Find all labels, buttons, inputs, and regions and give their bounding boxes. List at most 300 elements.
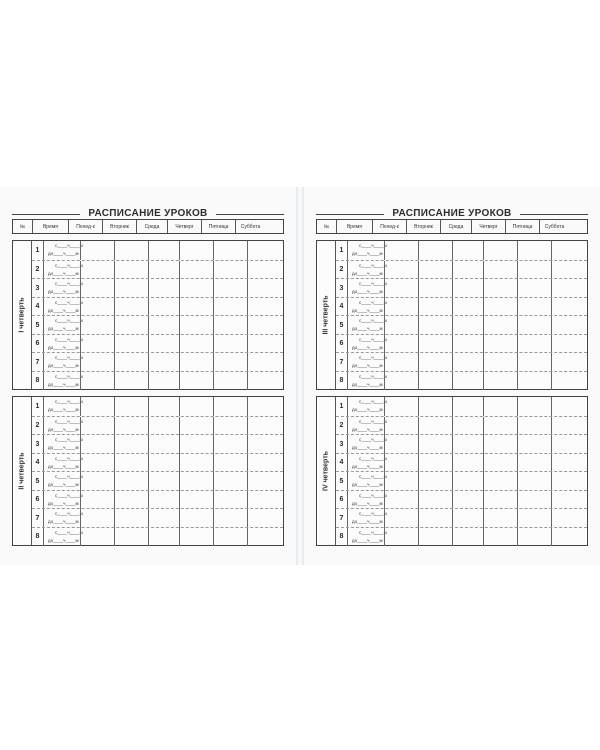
lesson-number: 6 [336,491,348,510]
lesson-cell[interactable] [213,335,247,354]
lesson-cell[interactable] [148,279,179,298]
lesson-cell[interactable] [517,397,551,416]
lesson-cell[interactable] [418,397,452,416]
lesson-cell[interactable] [551,372,581,391]
lesson-row [32,297,283,317]
lesson-time[interactable] [44,509,83,528]
lesson-cell[interactable] [551,261,581,280]
lesson-cell[interactable] [114,435,148,454]
lesson-cell[interactable] [114,491,148,510]
time-to: до____ч____м [352,407,383,412]
lesson-cell[interactable] [80,397,114,416]
lesson-number: 4 [32,298,44,317]
lesson-cell[interactable] [452,528,483,547]
lesson-cell[interactable] [114,353,148,372]
lesson-number: 5 [32,316,44,335]
lesson-cell[interactable] [114,261,148,280]
lesson-cell[interactable] [551,528,581,547]
lesson-cell[interactable] [517,417,551,436]
lesson-cell[interactable] [452,472,483,491]
lesson-cell[interactable] [148,335,179,354]
lesson-number: 3 [32,279,44,298]
column-header: Время [336,220,372,233]
lesson-cell[interactable] [114,241,148,260]
lesson-time[interactable] [348,335,387,354]
lesson-cell[interactable] [551,509,581,528]
lesson-cell[interactable] [418,435,452,454]
lesson-cell[interactable] [213,417,247,436]
lesson-row [336,315,587,335]
lesson-cell[interactable] [483,241,517,260]
lesson-time[interactable] [44,454,83,473]
lesson-time[interactable] [348,316,387,335]
lesson-cell[interactable] [452,435,483,454]
lesson-cell[interactable] [179,397,213,416]
lesson-row [336,278,587,298]
lesson-cell[interactable] [551,435,581,454]
lesson-cell[interactable] [483,528,517,547]
lesson-time[interactable] [44,261,83,280]
lesson-cell[interactable] [114,335,148,354]
lesson-cell[interactable] [80,241,114,260]
lesson-time[interactable] [44,372,83,391]
lesson-cell[interactable] [483,298,517,317]
lesson-cell[interactable] [452,279,483,298]
lesson-cell[interactable] [551,472,581,491]
lesson-cell[interactable] [213,454,247,473]
lesson-cell[interactable] [213,528,247,547]
lesson-cell[interactable] [179,472,213,491]
lesson-cell[interactable] [114,397,148,416]
time-from: с____ч____м [55,418,83,424]
title-rule-right [520,214,588,215]
lesson-cell[interactable] [80,417,114,436]
lesson-cell[interactable] [418,417,452,436]
lesson-number: 3 [32,435,44,454]
lesson-cell[interactable] [418,491,452,510]
lesson-cell[interactable] [148,435,179,454]
time-to: до____ч____м [352,363,383,368]
lesson-cell[interactable] [213,261,247,280]
lesson-time[interactable] [44,335,83,354]
lesson-row [32,241,283,260]
lesson-cell[interactable] [517,335,551,354]
lesson-cell[interactable] [483,279,517,298]
lesson-number: 2 [336,417,348,436]
lesson-cell[interactable] [80,261,114,280]
lesson-cell[interactable] [418,454,452,473]
lesson-cell[interactable] [148,417,179,436]
lesson-cell[interactable] [148,298,179,317]
lesson-cell[interactable] [418,261,452,280]
lesson-cell[interactable] [213,509,247,528]
lesson-cell[interactable] [80,472,114,491]
lesson-cell[interactable] [384,454,418,473]
lesson-time[interactable] [44,528,83,547]
lesson-cell[interactable] [418,528,452,547]
lesson-cell[interactable] [80,335,114,354]
lesson-number: 8 [336,528,348,547]
time-from: с____ч____м [359,318,387,323]
lesson-cell[interactable] [551,417,581,436]
lesson-cell[interactable] [551,353,581,372]
time-from: с____ч____м [55,399,83,404]
left-page [0,187,296,565]
time-to: до____ч____м [48,445,79,450]
lesson-time[interactable] [44,316,83,335]
lesson-cell[interactable] [179,509,213,528]
table-header [316,219,588,234]
table-header [12,219,284,234]
lesson-cell[interactable] [418,335,452,354]
lesson-cell[interactable] [148,509,179,528]
lesson-cell[interactable] [80,316,114,335]
lesson-cell[interactable] [517,509,551,528]
lesson-cell[interactable] [551,279,581,298]
page-gutter [296,187,304,565]
lesson-time[interactable] [44,417,83,436]
lesson-cell[interactable] [452,397,483,416]
lesson-row [32,334,283,354]
lesson-cell[interactable] [213,491,247,510]
lesson-cell[interactable] [80,491,114,510]
time-to: до____ч____м [48,363,79,368]
lesson-cell[interactable] [80,279,114,298]
lesson-cell[interactable] [384,372,418,391]
lesson-cell[interactable] [517,353,551,372]
lesson-time[interactable] [348,454,387,473]
lesson-cell[interactable] [452,509,483,528]
lesson-cell[interactable] [517,372,551,391]
lesson-cell[interactable] [179,335,213,354]
lesson-cell[interactable] [148,397,179,416]
time-to: до____ч____м [352,500,383,506]
lesson-cell[interactable] [114,472,148,491]
lesson-cell[interactable] [452,241,483,260]
lesson-cell[interactable] [384,241,418,260]
lesson-cell[interactable] [179,298,213,317]
lesson-cell[interactable] [452,353,483,372]
lesson-time[interactable] [348,491,387,510]
quarter-label-cell [317,397,336,545]
lesson-cell[interactable] [179,279,213,298]
lesson-cell[interactable] [483,261,517,280]
lesson-time[interactable] [44,298,83,317]
lesson-cell[interactable] [452,417,483,436]
lesson-cell[interactable] [384,261,418,280]
column-header: № [323,223,330,230]
lesson-cell[interactable] [148,491,179,510]
time-to: до____ч____м [48,407,79,412]
lesson-cell[interactable] [483,335,517,354]
lesson-cell[interactable] [148,528,179,547]
lesson-cell[interactable] [418,279,452,298]
time-from: с____ч____м [359,511,387,516]
lesson-cell[interactable] [179,372,213,391]
lesson-cell[interactable] [179,241,213,260]
time-to: до____ч____м [48,519,79,524]
time-from: с____ч____м [55,355,83,360]
time-from: с____ч____м [55,437,83,442]
lesson-time[interactable] [44,435,83,454]
lesson-cell[interactable] [213,298,247,317]
time-from: с____ч____м [359,399,387,404]
lesson-number: 5 [336,472,348,491]
lesson-cell[interactable] [418,353,452,372]
lesson-time[interactable] [348,261,387,280]
lesson-cell[interactable] [247,353,277,372]
lesson-cell[interactable] [148,316,179,335]
title-rule-right [216,214,284,215]
lesson-cell[interactable] [483,353,517,372]
column-header: Четверг [471,220,505,233]
lesson-cell[interactable] [384,298,418,317]
lesson-cell[interactable] [114,298,148,317]
lesson-cell[interactable] [418,472,452,491]
lesson-time[interactable] [44,279,83,298]
lesson-cell[interactable] [213,241,247,260]
time-from: с____ч____м [359,355,387,360]
lesson-cell[interactable] [517,279,551,298]
lesson-cell[interactable] [148,454,179,473]
lesson-cell[interactable] [452,335,483,354]
lesson-cell[interactable] [247,435,277,454]
lesson-cell[interactable] [114,528,148,547]
lesson-cell[interactable] [247,316,277,335]
lesson-row [336,241,587,260]
lesson-time[interactable] [348,509,387,528]
lesson-cell[interactable] [247,261,277,280]
lesson-cell[interactable] [483,397,517,416]
lesson-cell[interactable] [213,472,247,491]
lesson-cell[interactable] [247,279,277,298]
lesson-cell[interactable] [80,435,114,454]
lesson-time[interactable] [348,417,387,436]
lesson-cell[interactable] [452,316,483,335]
lesson-cell[interactable] [452,491,483,510]
column-header: Вторник [102,220,136,233]
lesson-cell[interactable] [551,241,581,260]
time-to: до____ч____м [352,463,383,469]
lesson-cell[interactable] [247,335,277,354]
lesson-cell[interactable] [483,316,517,335]
lesson-cell[interactable] [384,279,418,298]
lesson-cell[interactable] [247,491,277,510]
time-from: с____ч____м [55,336,83,342]
lesson-cell[interactable] [148,261,179,280]
lesson-cell[interactable] [452,372,483,391]
lesson-cell[interactable] [517,316,551,335]
lesson-cell[interactable] [247,241,277,260]
lesson-time[interactable] [348,372,387,391]
lesson-cell[interactable] [80,298,114,317]
lesson-cell[interactable] [483,454,517,473]
lesson-time[interactable] [348,298,387,317]
lesson-row [336,434,587,454]
lesson-cell[interactable] [114,454,148,473]
time-to: до____ч____м [352,537,383,543]
lesson-cell[interactable] [551,335,581,354]
lesson-cell[interactable] [384,353,418,372]
lesson-cell[interactable] [247,472,277,491]
lesson-cell[interactable] [418,241,452,260]
lesson-cell[interactable] [213,397,247,416]
lesson-time[interactable] [348,279,387,298]
lesson-cell[interactable] [517,528,551,547]
column-header: Понед-к [372,220,406,233]
lesson-cell[interactable] [179,528,213,547]
lesson-cell[interactable] [80,509,114,528]
lesson-cell[interactable] [114,417,148,436]
time-from: с____ч____м [359,474,387,479]
lesson-cell[interactable] [114,509,148,528]
lesson-cell[interactable] [148,472,179,491]
lesson-cell[interactable] [483,491,517,510]
lesson-cell[interactable] [247,454,277,473]
lesson-cell[interactable] [247,509,277,528]
lesson-cell[interactable] [418,372,452,391]
column-header: Время [32,220,68,233]
lesson-time[interactable] [44,472,83,491]
lesson-time[interactable] [44,397,83,416]
lesson-cell[interactable] [517,241,551,260]
lesson-cell[interactable] [213,316,247,335]
lesson-cell[interactable] [452,261,483,280]
lesson-cell[interactable] [384,528,418,547]
lesson-cell[interactable] [517,472,551,491]
time-to: до____ч____м [48,251,79,256]
lesson-number: 7 [32,353,44,372]
lesson-time[interactable] [348,397,387,416]
lesson-cell[interactable] [179,454,213,473]
lesson-cell[interactable] [483,435,517,454]
lesson-time[interactable] [44,353,83,372]
column-header: Вторник [406,220,440,233]
time-to: до____ч____м [48,381,79,387]
lesson-cell[interactable] [179,491,213,510]
lesson-cell[interactable] [114,372,148,391]
lesson-cell[interactable] [384,509,418,528]
lesson-cell[interactable] [418,298,452,317]
time-from: с____ч____м [359,373,387,379]
lesson-time[interactable] [348,241,387,260]
lesson-time[interactable] [44,491,83,510]
quarter-label-cell [13,241,32,389]
lesson-number: 5 [336,316,348,335]
lesson-time[interactable] [348,472,387,491]
lesson-cell[interactable] [80,528,114,547]
lesson-cell[interactable] [517,491,551,510]
lesson-number: 6 [32,335,44,354]
lesson-cell[interactable] [179,435,213,454]
lesson-cell[interactable] [114,316,148,335]
lesson-cell[interactable] [483,472,517,491]
lesson-cell[interactable] [483,509,517,528]
lesson-cell[interactable] [384,491,418,510]
lesson-cell[interactable] [179,316,213,335]
quarter-block [316,240,588,390]
lesson-cell[interactable] [551,491,581,510]
lesson-cell[interactable] [551,397,581,416]
lesson-cell[interactable] [384,472,418,491]
lesson-cell[interactable] [80,353,114,372]
column-header: № [19,223,26,230]
lesson-cell[interactable] [247,298,277,317]
lesson-cell[interactable] [418,509,452,528]
lesson-cell[interactable] [179,261,213,280]
lesson-cell[interactable] [384,316,418,335]
lesson-cell[interactable] [483,372,517,391]
lesson-cell[interactable] [247,397,277,416]
lesson-time[interactable] [348,435,387,454]
lesson-cell[interactable] [517,298,551,317]
lesson-cell[interactable] [213,435,247,454]
lesson-cell[interactable] [213,372,247,391]
lesson-cell[interactable] [179,417,213,436]
lesson-time[interactable] [348,353,387,372]
time-to: до____ч____м [48,426,79,432]
lesson-row [336,352,587,372]
lesson-cell[interactable] [517,454,551,473]
lesson-time[interactable] [348,528,387,547]
lesson-cell[interactable] [247,372,277,391]
lesson-cell[interactable] [452,454,483,473]
lesson-cell[interactable] [213,279,247,298]
lesson-cell[interactable] [114,279,148,298]
lesson-cell[interactable] [517,261,551,280]
lesson-cell[interactable] [148,372,179,391]
lesson-cell[interactable] [384,397,418,416]
lesson-cell[interactable] [384,417,418,436]
lesson-cell[interactable] [551,316,581,335]
lesson-cell[interactable] [247,417,277,436]
time-from: с____ч____м [55,455,83,461]
lesson-cell[interactable] [551,298,581,317]
lesson-cell[interactable] [418,316,452,335]
lesson-number: 2 [336,261,348,280]
lesson-cell[interactable] [148,353,179,372]
column-header: Среда [440,220,471,233]
lesson-cell[interactable] [80,372,114,391]
lesson-cell[interactable] [179,353,213,372]
lesson-cell[interactable] [452,298,483,317]
time-from: с____ч____м [55,281,83,286]
lesson-number: 4 [32,454,44,473]
lesson-cell[interactable] [384,435,418,454]
lesson-cell[interactable] [148,241,179,260]
lesson-cell[interactable] [247,528,277,547]
lesson-row [336,527,587,547]
lesson-row [32,260,283,280]
lesson-cell[interactable] [384,335,418,354]
lesson-row [32,527,283,547]
lesson-time[interactable] [44,241,83,260]
lesson-cell[interactable] [80,454,114,473]
title-rule-left [12,214,80,215]
lesson-number: 6 [336,335,348,354]
time-to: до____ч____м [352,482,383,487]
lesson-cell[interactable] [551,454,581,473]
lesson-cell[interactable] [483,417,517,436]
lesson-cell[interactable] [517,435,551,454]
time-to: до____ч____м [48,463,79,469]
quarter-label: I четверть [18,297,26,333]
lesson-cell[interactable] [213,353,247,372]
lesson-number: 8 [336,372,348,391]
time-to: до____ч____м [352,519,383,524]
time-to: до____ч____м [352,445,383,450]
column-header: Понед-к [68,220,102,233]
